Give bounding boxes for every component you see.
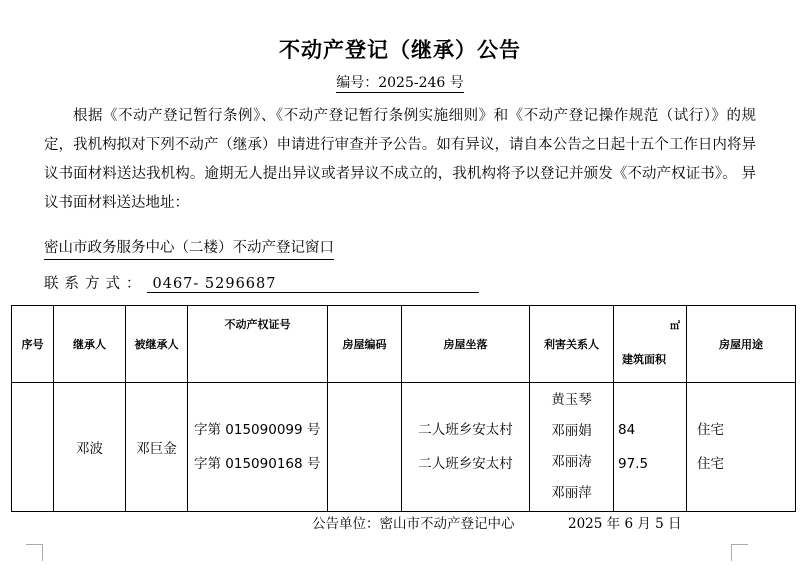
area-2: 97.5	[618, 456, 649, 472]
header-heir: 继承人	[54, 306, 126, 383]
header-usage: 房屋用途	[687, 306, 796, 383]
header-decedent: 被继承人	[126, 306, 188, 383]
header-cert-no: 不动产权证号	[188, 306, 328, 383]
area-unit: ㎡	[670, 321, 680, 332]
area-label: 建筑面积	[622, 353, 666, 366]
header-area	[614, 306, 687, 383]
cell-house-code	[328, 383, 402, 512]
table-row	[12, 383, 796, 512]
header-house-code: 房屋编码	[328, 306, 402, 383]
header-interested: 利害关系人	[530, 306, 614, 383]
usage-1: 住宅	[697, 422, 724, 438]
issue-date: 2025 年 6 月 5 日	[568, 516, 682, 532]
header-seq: 序号	[12, 306, 54, 383]
registration-table	[11, 305, 796, 512]
location-2: 二人班乡安太村	[418, 456, 513, 472]
interested-4: 邓丽萍	[551, 485, 592, 501]
interested-1: 黄玉琴	[551, 392, 592, 408]
cell-area	[614, 383, 687, 512]
document-number-text: 编号：2025-246 号	[336, 75, 464, 91]
usage-2: 住宅	[697, 456, 724, 472]
cert-no-2: 字第 015090168 号	[194, 456, 321, 472]
cell-usage	[687, 383, 796, 512]
document-number	[0, 72, 800, 92]
page-corner-mark-left	[26, 544, 43, 561]
contact-phone: 0467- 5296687	[147, 276, 479, 293]
cell-decedent: 邓巨金	[126, 383, 188, 512]
cell-seq	[12, 383, 54, 512]
page-title: 不动产登记（继承）公告	[279, 38, 521, 62]
issuing-unit: 公告单位：密山市不动产登记中心	[312, 516, 515, 532]
cell-cert-no	[188, 383, 328, 512]
cell-location	[402, 383, 530, 512]
contact-line	[44, 272, 479, 293]
header-location: 房屋坐落	[402, 306, 530, 383]
table-header-row	[12, 306, 796, 383]
cell-interested	[530, 383, 614, 512]
objection-address: 密山市政务服务中心（二楼）不动产登记窗口	[44, 236, 334, 260]
interested-3: 邓丽涛	[551, 454, 592, 470]
interested-2: 邓丽娟	[551, 423, 592, 439]
cell-heir: 邓波	[54, 383, 126, 512]
contact-label: 联系方式：	[44, 276, 147, 292]
announcement-body: 根据《不动产登记暂行条例》、《不动产登记暂行条例实施细则》和《不动产登记操作规范（试行）》的规定，我机构拟对下列不动产（继承）申请进行审查并予公告。如有异议，请自本公告之日起十五个工作日内将异议书面材料送达我机构。逾期无人提出异议或者异议不成立的，我机构将予以登记并颁发《不动产权证书》。 异议书面材料送达地址：	[44, 108, 756, 211]
cert-no-1: 字第 015090099 号	[194, 422, 321, 438]
page-corner-mark-right	[731, 544, 748, 561]
area-1: 84	[618, 422, 636, 438]
location-1: 二人班乡安太村	[418, 422, 513, 438]
